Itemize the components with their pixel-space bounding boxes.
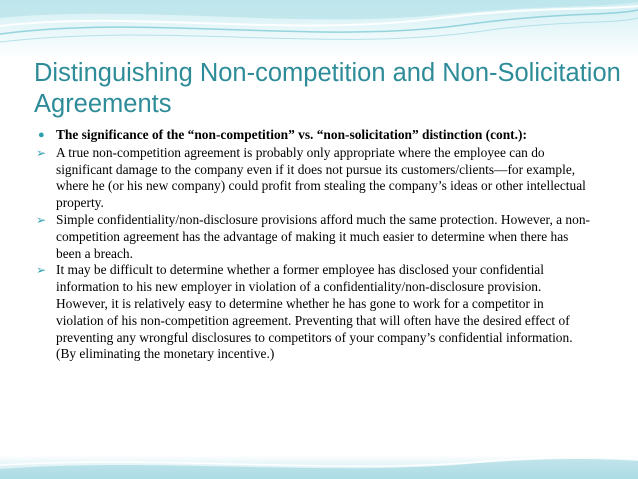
bullet-text: Simple confidentiality/non-disclosure provisions afford much the same protection. However, a non-competition agreement has the advantage of making it much easier to determine when there has been a breach. bbox=[56, 211, 590, 261]
list-item bbox=[34, 145, 594, 212]
lead-bullet-text: The significance of the “non-competition” vs. “non-solicitation” distinction (cont.): bbox=[56, 127, 527, 142]
arrow-bullet-icon: ➢ bbox=[36, 212, 47, 227]
list-item bbox=[34, 212, 594, 262]
arrow-bullet-icon: ➢ bbox=[36, 263, 47, 278]
list-item bbox=[34, 262, 594, 363]
bullet-text: A true non-competition agreement is probably only appropriate where the employee can do significant damage to the company even if it does not pursue its customers/clients—for example, where he (or his new company) could profit from stealing the company’s ideas or other intellectual property. bbox=[56, 144, 586, 211]
bullet-text: It may be difficult to determine whether a former employee has disclosed your confidential information to his new employer in violation of a confidentiality/non-disclosure provision. However, it is relatively easy to determine whether he has gone to work for a competitor in violation of his non-competition agreement. Preventing that will often have the desired effect of preventing any wrongful disclosures to competitors of your company’s confidential information. (By eliminating the monetary incentive.) bbox=[56, 262, 573, 362]
slide-title: Distinguishing Non-competition and Non-Solicitation Agreements bbox=[34, 59, 621, 118]
bottom-wave-band bbox=[0, 455, 638, 479]
top-wave-band bbox=[0, 0, 638, 58]
arrow-bullet-icon: ➢ bbox=[36, 145, 47, 160]
lead-bullet bbox=[34, 127, 594, 144]
round-bullet-icon: ● bbox=[38, 129, 45, 141]
bullet-list bbox=[34, 127, 594, 363]
